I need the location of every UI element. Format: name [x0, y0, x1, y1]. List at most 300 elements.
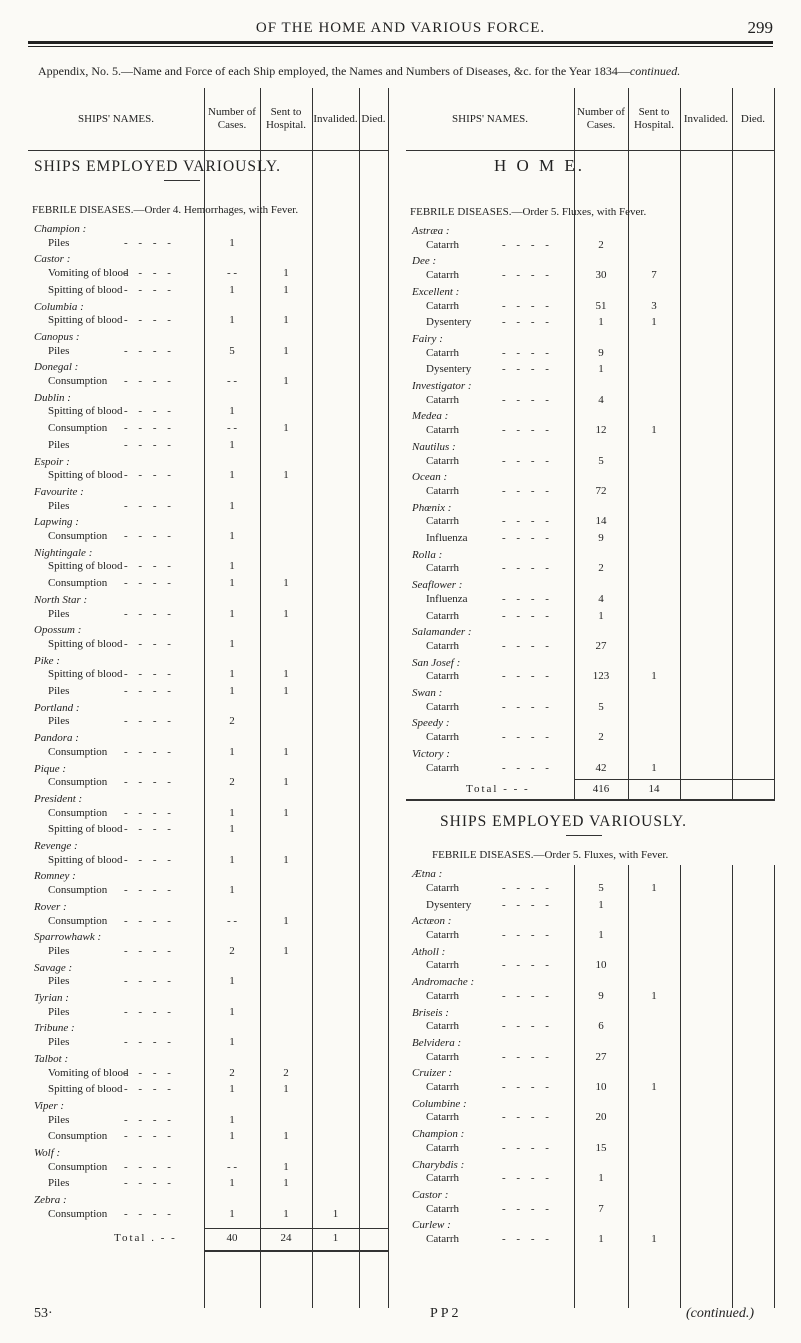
ship-name-row	[34, 701, 388, 715]
total-value: 14	[648, 783, 660, 796]
ship-name: President :	[34, 792, 83, 805]
ship-name-row	[412, 914, 774, 928]
disease-name: Piles	[48, 944, 70, 957]
cell-value: 1	[229, 1177, 235, 1190]
disease-name: Catarrh	[426, 454, 459, 467]
footer-signature: 53·	[34, 1306, 53, 1321]
ship-name-row	[412, 470, 774, 484]
cell-value: 10	[595, 959, 607, 972]
cell-value: 1	[229, 1113, 235, 1126]
table-row	[34, 468, 388, 482]
disease-name: Catarrh	[426, 1141, 459, 1154]
cell-value: 5	[598, 881, 604, 894]
disease-name: Spitting of blood	[48, 637, 123, 650]
cell-value: 5	[229, 344, 235, 357]
cell-value: 1	[229, 1036, 235, 1049]
leader-dashes: - - - -	[124, 236, 175, 249]
ship-name-row	[34, 762, 388, 776]
cell-value: 1	[651, 881, 657, 894]
ship-name-row	[34, 546, 388, 560]
table-row	[34, 499, 388, 513]
total-value: 24	[280, 1231, 292, 1244]
leader-dashes: - - - -	[502, 393, 553, 406]
cell-value: 1	[283, 776, 289, 789]
ship-name: Investigator :	[412, 380, 472, 392]
ship-name-row	[34, 300, 388, 314]
total-rule	[204, 1228, 388, 1229]
cell-value: 2	[229, 944, 235, 957]
disease-name: Vomiting of blood	[48, 1066, 129, 1079]
leader-dashes: - - - -	[502, 881, 553, 894]
table-row	[34, 404, 388, 418]
disease-name: Consumption	[48, 884, 108, 897]
ship-name: Wolf :	[34, 1147, 61, 1159]
leader-dashes: - - - -	[124, 405, 175, 418]
ship-name: Salamander :	[412, 626, 472, 639]
column-header-ships: SHIPS' NAMES.	[452, 112, 528, 125]
disease-name: Piles	[48, 607, 70, 620]
table-row	[34, 313, 388, 327]
table-row	[34, 1035, 388, 1049]
disease-name: Catarrh	[426, 238, 459, 251]
cell-value: 1	[229, 469, 235, 482]
table-row	[34, 714, 388, 728]
running-title: OF THE HOME AND VARIOUS FORCE.	[255, 20, 546, 36]
cell-value: 1	[229, 530, 235, 542]
table-row	[412, 928, 774, 942]
leader-dashes: - - - -	[124, 422, 175, 435]
total-value: 40	[226, 1231, 238, 1244]
cell-value: 1	[229, 853, 235, 866]
table-row	[412, 561, 774, 575]
cell-value: 30	[595, 269, 607, 282]
table-row	[34, 914, 388, 928]
ship-name: Tyrian :	[34, 992, 69, 1004]
table-row	[412, 1171, 774, 1185]
table-row	[34, 1113, 388, 1127]
table-row	[34, 529, 388, 543]
cell-value: 1	[283, 314, 289, 327]
subtitle-tail: continued.	[629, 64, 681, 78]
disease-name: Spitting of blood	[48, 283, 123, 296]
ship-name-row	[412, 1188, 774, 1202]
leader-dashes: - - - -	[124, 884, 175, 897]
ship-name-row	[34, 930, 388, 944]
cell-value: 1	[651, 670, 657, 683]
ship-name: Excellent :	[412, 285, 460, 298]
section-title: SHIPS EMPLOYED VARIOUSLY.	[440, 813, 687, 831]
leader-dashes: - - - -	[502, 454, 553, 467]
ship-name: Seaflower :	[412, 579, 463, 592]
ship-name: North Star :	[34, 593, 88, 606]
column-rule	[388, 88, 389, 1308]
cell-value: 1	[283, 1130, 289, 1143]
leader-dashes: - - - -	[124, 944, 175, 957]
leader-dashes: - - - -	[502, 989, 553, 1002]
disease-name: Catarrh	[426, 269, 459, 282]
disease-name: Catarrh	[426, 1111, 459, 1124]
table-row	[34, 1066, 388, 1080]
cell-value: 15	[595, 1141, 607, 1154]
ship-name: Columbine :	[412, 1097, 467, 1110]
cell-value: 12	[595, 424, 607, 437]
leader-dashes: - - - -	[502, 532, 553, 544]
ship-name-row	[34, 515, 388, 529]
disease-name: Catarrh	[426, 1233, 459, 1245]
table-row	[34, 607, 388, 621]
total-rule-bottom	[204, 1250, 388, 1252]
ship-name-row	[412, 501, 774, 515]
ship-name: Ocean :	[412, 471, 448, 484]
cell-value: 10	[595, 1081, 607, 1093]
column-header-invalided: Invalided.	[683, 112, 729, 125]
cell-value: 9	[598, 989, 604, 1002]
total-rule	[574, 779, 774, 780]
leader-dashes: - - - -	[502, 346, 553, 359]
leader-dashes: - - - -	[124, 975, 175, 988]
table-row	[34, 684, 388, 698]
cell-value: 1	[229, 577, 235, 590]
leader-dashes: - - - -	[124, 560, 175, 573]
disease-name: Piles	[48, 1005, 70, 1018]
footer-sheet-mark: P P 2	[430, 1306, 459, 1321]
leader-dashes: - - - -	[502, 1111, 553, 1124]
ship-name-row	[34, 330, 388, 344]
cell-value: 1	[229, 499, 235, 512]
ship-name: Astræa :	[412, 225, 450, 237]
disease-name: Piles	[48, 1113, 70, 1126]
ship-name: Fairy :	[412, 332, 443, 345]
disease-name: Spitting of blood	[48, 853, 123, 866]
table-row	[34, 806, 388, 820]
cell-value: 1	[283, 685, 289, 697]
table-row	[412, 1019, 774, 1033]
section-underline	[566, 835, 602, 836]
cell-value: 5	[598, 700, 604, 713]
cell-value: 1	[229, 1207, 235, 1220]
cell-value: 1	[598, 898, 604, 911]
cell-value: 1	[229, 560, 235, 573]
cell-value: 2	[229, 1066, 235, 1079]
leader-dashes: - - - -	[502, 1233, 553, 1245]
leader-dashes: - - - -	[502, 363, 553, 376]
table-row	[412, 639, 774, 653]
leader-dashes: - - - -	[124, 1036, 175, 1049]
disease-name: Catarrh	[426, 424, 459, 437]
table-row	[412, 315, 774, 329]
cell-value: 1	[229, 685, 235, 697]
leader-dashes: - - - -	[502, 1141, 553, 1154]
ship-name-row	[412, 1218, 774, 1232]
leader-dashes: - - - -	[124, 314, 175, 327]
cell-value: 1	[283, 853, 289, 866]
ship-name-row	[34, 623, 388, 637]
leader-dashes: - - - -	[502, 515, 553, 528]
disease-name: Piles	[48, 236, 70, 249]
ship-name: Opossum :	[34, 624, 82, 637]
cell-value: 9	[598, 532, 604, 544]
column-header-died: Died.	[740, 112, 766, 125]
table-row	[34, 822, 388, 836]
ship-name-row	[412, 686, 774, 700]
leader-dashes: - - - -	[124, 745, 175, 758]
disease-name: Consumption	[48, 806, 108, 819]
leader-dashes: - - - -	[502, 238, 553, 251]
ship-name: Dublin :	[34, 391, 71, 404]
cell-value: 1	[229, 438, 235, 451]
disease-name: Catarrh	[426, 639, 459, 652]
cell-value: 1	[283, 267, 289, 280]
disease-name: Catarrh	[426, 959, 459, 972]
disease-name: Piles	[48, 344, 70, 357]
cell-value: 6	[598, 1020, 604, 1033]
leader-dashes: - - - -	[502, 929, 553, 941]
cell-value: 1	[229, 283, 235, 296]
ship-name-row	[412, 1158, 774, 1172]
header-rule-thin	[28, 46, 773, 47]
ship-name-row	[412, 254, 774, 268]
ship-name: Pike :	[34, 654, 60, 667]
table-row	[34, 1207, 388, 1221]
leader-dashes: - - - -	[502, 316, 553, 329]
ship-name-row	[34, 961, 388, 975]
leader-dashes: - - - -	[124, 530, 175, 542]
table-row	[412, 1110, 774, 1124]
cell-value: 27	[595, 1050, 607, 1063]
table-row	[412, 268, 774, 282]
table-row	[412, 898, 774, 912]
ship-name-row	[34, 360, 388, 374]
cell-value: 1	[283, 806, 289, 819]
left-table-panel	[28, 88, 388, 1308]
cell-value: 42	[595, 761, 607, 774]
right-table-panel	[406, 88, 776, 1308]
cell-value: 2	[229, 776, 235, 789]
section-title-home: H O M E.	[494, 156, 586, 175]
cell-value: 1	[651, 1081, 657, 1093]
ship-name-row	[34, 485, 388, 499]
disease-name: Catarrh	[426, 1202, 459, 1215]
column-header-ships: SHIPS' NAMES.	[78, 112, 154, 125]
total-label: Total . - -	[114, 1231, 177, 1244]
table-row	[34, 637, 388, 651]
disease-name: Spitting of blood	[48, 560, 123, 573]
leader-dashes: - - - -	[124, 1083, 175, 1096]
disease-name: Piles	[48, 499, 70, 512]
ship-name: Romney :	[34, 870, 76, 883]
cell-value: 2	[598, 731, 604, 744]
disease-order-header: FEBRILE DISEASES.—Order 5. Fluxes, with Fever.	[410, 206, 647, 218]
table-row	[412, 531, 774, 545]
table-row	[412, 393, 774, 407]
leader-dashes: - - - -	[502, 1050, 553, 1063]
table-row	[34, 374, 388, 388]
leader-dashes: - - - -	[124, 823, 175, 836]
ship-name-row	[412, 1066, 774, 1080]
ship-name: Castor :	[34, 253, 71, 266]
leader-dashes: - - - -	[124, 344, 175, 357]
leader-dashes: - - - -	[502, 592, 553, 605]
column-header-cases: Number of Cases.	[208, 106, 256, 131]
table-row	[412, 346, 774, 360]
cell-value: 1	[283, 1083, 289, 1096]
cell-value: 2	[283, 1066, 289, 1079]
cell-value: 1	[598, 363, 604, 376]
table-row	[412, 1050, 774, 1064]
cell-value: 1	[229, 975, 235, 988]
cell-value: 7	[598, 1202, 604, 1215]
cell-value: 4	[598, 592, 604, 605]
ship-name: San Josef :	[412, 656, 461, 669]
leader-dashes: - - - -	[124, 607, 175, 620]
disease-name: Catarrh	[426, 484, 459, 497]
ship-name: Favourite :	[34, 485, 84, 498]
table-row	[34, 883, 388, 897]
column-header-died: Died.	[361, 112, 386, 125]
ship-name-row	[412, 224, 774, 238]
leader-dashes: - - - -	[124, 1005, 175, 1018]
ship-name: Canopus :	[34, 330, 80, 343]
table-row	[412, 1202, 774, 1216]
disease-name: Dysentery	[426, 316, 472, 329]
leader-dashes: - - - -	[124, 469, 175, 482]
disease-name: Consumption	[48, 577, 108, 590]
cell-value: 1	[283, 745, 289, 758]
cell-value: 1	[283, 469, 289, 482]
table-row	[34, 283, 388, 297]
ship-name-row	[34, 1052, 388, 1066]
cell-value: 20	[595, 1111, 607, 1124]
ship-name-row	[412, 656, 774, 670]
cell-value: - -	[226, 375, 238, 387]
leader-dashes: - - - -	[502, 1202, 553, 1215]
cell-value: 1	[229, 745, 235, 758]
cell-value: 7	[651, 269, 657, 282]
cell-value: 1	[651, 761, 657, 774]
cell-value: 1	[229, 637, 235, 650]
leader-dashes: - - - -	[124, 1113, 175, 1126]
leader-dashes: - - - -	[124, 1066, 175, 1079]
disease-name: Spitting of blood	[48, 668, 123, 681]
leader-dashes: - - - -	[502, 1172, 553, 1185]
ship-name-row	[34, 455, 388, 469]
ship-name-row	[34, 593, 388, 607]
disease-name: Dysentery	[426, 898, 472, 911]
table-row	[412, 299, 774, 313]
disease-name: Consumption	[48, 776, 108, 789]
leader-dashes: - - - -	[502, 761, 553, 774]
leader-dashes: - - - -	[124, 776, 175, 789]
leader-dashes: - - - -	[124, 375, 175, 387]
cell-value: 2	[598, 562, 604, 575]
ship-name-row	[34, 1099, 388, 1113]
table-row	[34, 1005, 388, 1019]
ship-name-row	[412, 379, 774, 393]
ship-name: Revenge :	[34, 840, 78, 852]
table-row	[34, 576, 388, 590]
leader-dashes: - - - -	[124, 668, 175, 681]
disease-name: Piles	[48, 1036, 70, 1049]
table-row	[412, 423, 774, 437]
ship-name-row	[34, 792, 388, 806]
ship-name-row	[412, 716, 774, 730]
disease-name: Dysentery	[426, 363, 472, 376]
ship-name: Cruizer :	[412, 1067, 453, 1080]
total-value: 1	[332, 1231, 339, 1244]
table-row	[412, 730, 774, 744]
ship-name: Talbot :	[34, 1052, 69, 1065]
cell-value: 14	[595, 515, 607, 528]
disease-name: Influenza	[426, 592, 468, 605]
ship-name: Viper :	[34, 1099, 65, 1112]
subtitle-rest: —Name and Force of each Ship employed, the Names and Numbers of Diseases, &c. for the Year 1834—	[121, 64, 630, 78]
cell-value: 1	[283, 607, 289, 620]
table-row	[412, 238, 774, 252]
cell-value: 1	[229, 823, 235, 836]
cell-value: 1	[598, 609, 604, 622]
table-row	[34, 1082, 388, 1096]
cell-value: 1	[229, 1130, 235, 1143]
leader-dashes: - - - -	[502, 484, 553, 497]
table-row	[34, 745, 388, 759]
cell-value: 1	[229, 806, 235, 819]
table-row	[412, 700, 774, 714]
table-row	[34, 236, 388, 250]
cell-value: - -	[226, 267, 238, 280]
header-rule	[28, 150, 388, 151]
table-row	[412, 1080, 774, 1094]
table-row	[412, 958, 774, 972]
ship-name: Zebra :	[34, 1194, 67, 1207]
ship-name: Rover :	[34, 900, 67, 913]
ship-name: Actæon :	[412, 915, 452, 928]
disease-name: Catarrh	[426, 731, 459, 744]
leader-dashes: - - - -	[502, 959, 553, 972]
cell-value: 1	[229, 884, 235, 897]
column-rule	[774, 88, 775, 1308]
leader-dashes: - - - -	[502, 731, 553, 744]
disease-order-header: FEBRILE DISEASES.—Order 5. Fluxes, with Fever.	[432, 849, 669, 862]
ship-name: Briseis :	[412, 1006, 449, 1019]
disease-name: Consumption	[48, 914, 108, 927]
ship-name: Castor :	[412, 1188, 449, 1201]
leader-dashes: - - - -	[124, 685, 175, 697]
ship-name: Nightingale :	[34, 546, 93, 559]
leader-dashes: - - - -	[124, 914, 175, 927]
disease-name: Vomiting of blood	[48, 267, 129, 280]
ship-name: Curlew :	[412, 1219, 451, 1232]
ship-name-row	[412, 1036, 774, 1050]
section-underline	[164, 180, 200, 181]
ship-name-row	[34, 839, 388, 853]
ship-name: Sparrowhawk :	[34, 931, 102, 944]
ship-name-row	[34, 391, 388, 405]
disease-name: Catarrh	[426, 393, 459, 406]
table-row	[34, 438, 388, 452]
disease-name: Catarrh	[426, 1081, 459, 1093]
cell-value: 123	[592, 670, 610, 683]
cell-value: - -	[226, 914, 238, 927]
cell-value: 4	[598, 393, 604, 406]
ship-name: Phœnix :	[412, 501, 452, 514]
column-header-hospital: Sent to Hospital.	[633, 106, 675, 131]
disease-name: Catarrh	[426, 881, 459, 894]
column-header-hospital: Sent to Hospital.	[265, 106, 307, 131]
disease-name: Piles	[48, 975, 70, 988]
cell-value: 1	[229, 236, 235, 249]
cell-value: 27	[595, 639, 607, 652]
leader-dashes: - - - -	[502, 898, 553, 911]
